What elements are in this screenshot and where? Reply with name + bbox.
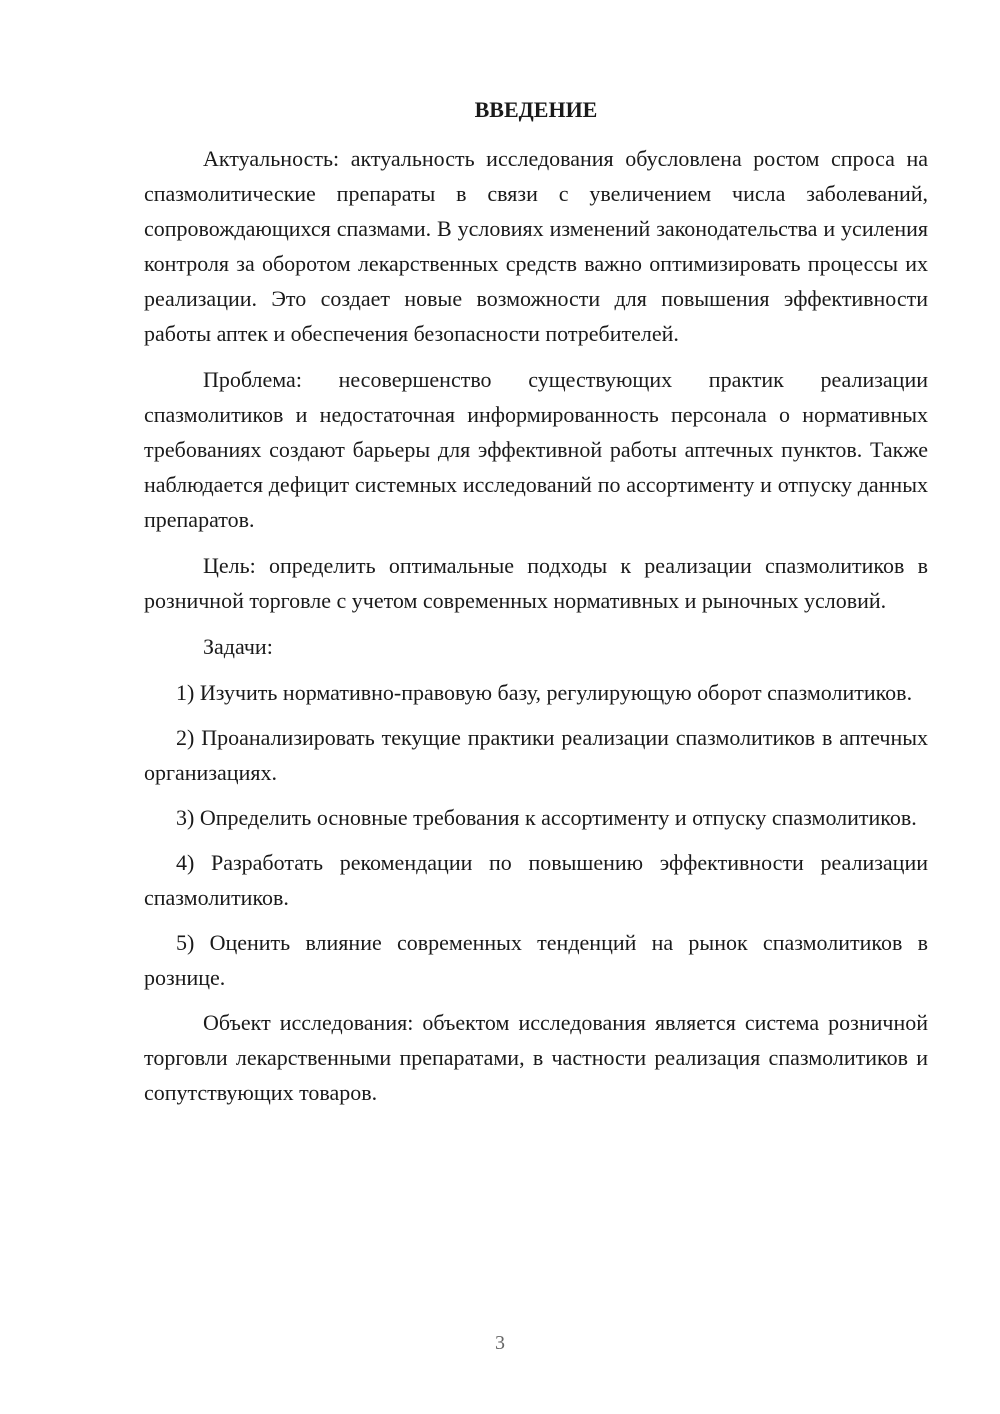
task-item: 4) Разработать рекомендации по повышению эффективности реализации спазмолитиков. [144,850,928,910]
task-item: 5) Оценить влияние современных тенденций на рынок спазмолитиков в рознице. [144,930,928,990]
tasks-heading: Задачи: [203,634,273,659]
problem-paragraph: Проблема: несовершенство существующих практик реализации спазмолитиков и недостаточная информированность персонала о нормативных требованиях создают барьеры для эффективной работы аптечных пунктов. Также наблюдается дефицит системных исследований по ассортименту и отпуску данных препаратов. [144,367,928,532]
task-item: 1) Изучить нормативно-правовую базу, регулирующую оборот спазмолитиков. [176,680,913,705]
relevance-paragraph: Актуальность: актуальность исследования обусловлена ростом спроса на спазмолитические препараты в связи с увеличением числа заболеваний, сопровождающихся спазмами. В условиях изменений законодательства и усиления контроля за оборотом лекарственных средств важно оптимизировать процессы их реализации. Это создает новые возможности для повышения эффективности работы аптек и обеспечения безопасности потребителей. [144,146,928,346]
section-title: ВВЕДЕНИЕ [474,97,598,122]
task-item: 2) Проанализировать текущие практики реализации спазмолитиков в аптечных организациях. [144,725,928,785]
document-page [144,92,928,1121]
task-item: 3) Определить основные требования к ассортименту и отпуску спазмолитиков. [176,805,917,830]
goal-paragraph: Цель: определить оптимальные подходы к реализации спазмолитиков в розничной торговле с учетом современных нормативных и рыночных условий. [144,553,928,613]
object-paragraph: Объект исследования: объектом исследования является система розничной торговли лекарственными препаратами, в частности реализация спазмолитиков и сопутствующих товаров. [144,1010,928,1105]
page-number: 3 [495,1332,505,1354]
